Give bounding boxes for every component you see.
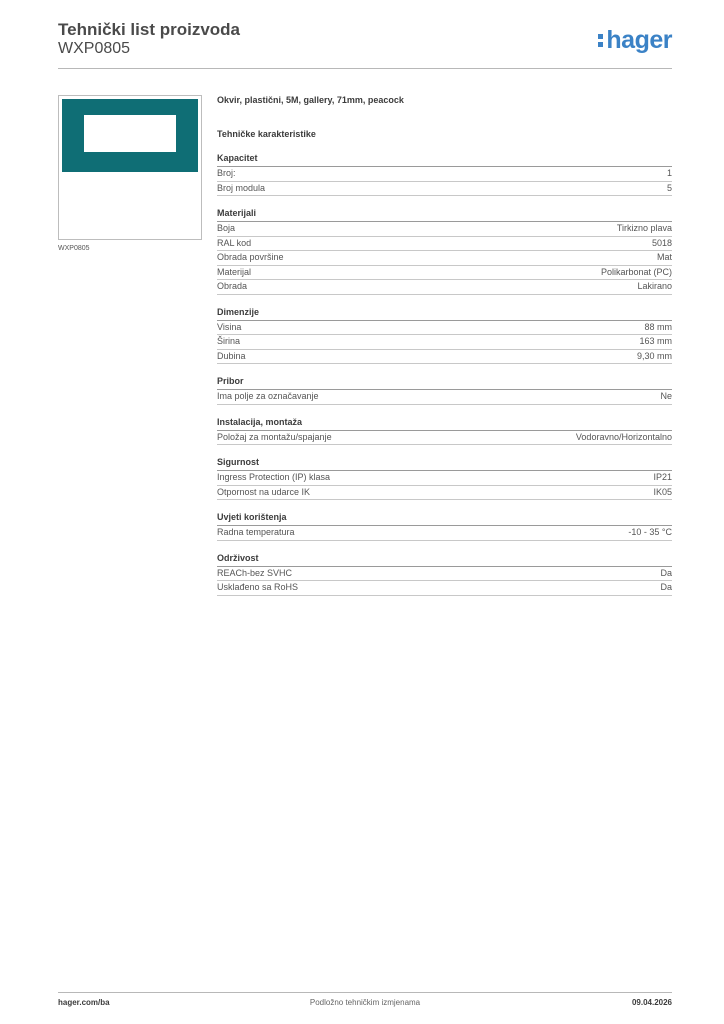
spec-value: Da [660, 582, 672, 592]
spec-label: RAL kod [217, 237, 252, 248]
spec-value: 5018 [651, 237, 672, 248]
spec-group [217, 417, 672, 446]
spec-row [217, 431, 672, 446]
spec-row [217, 237, 672, 252]
spec-label: Visina [217, 321, 242, 332]
spec-value: IP21 [653, 472, 672, 482]
spec-value: 5 [666, 182, 672, 193]
spec-row [217, 222, 672, 237]
spec-row [217, 280, 672, 295]
product-name: Okvir, plastični, 5M, gallery, 71mm, peacock [217, 95, 404, 105]
spec-group [217, 153, 672, 196]
spec-value: Da [660, 567, 672, 578]
spec-group-title: Dimenzije [217, 307, 672, 321]
spec-label: Materijal [217, 266, 252, 277]
section-title: Tehničke karakteristike [217, 129, 316, 139]
spec-content [217, 95, 672, 596]
spec-value: Polikarbonat (PC) [600, 266, 672, 277]
spec-row [217, 266, 672, 281]
spec-label: Usklađeno sa RoHS [217, 582, 299, 592]
spec-label: Broj modula [217, 182, 266, 193]
spec-group [217, 457, 672, 500]
spec-label: Broj: [217, 168, 236, 178]
frame-opening [84, 115, 176, 152]
spec-group [217, 307, 672, 365]
footer-website-link[interactable]: hager.com/ba [58, 998, 110, 1007]
spec-value: -10 - 35 °C [628, 527, 672, 537]
spec-group-title: Održivost [217, 553, 672, 567]
spec-value: Tirkizno plava [616, 223, 672, 233]
spec-group-title: Uvjeti korištenja [217, 512, 672, 526]
spec-label: Boja [217, 223, 236, 233]
spec-value: 1 [666, 168, 672, 178]
page-footer [58, 998, 672, 1012]
spec-row [217, 251, 672, 266]
spec-groups [217, 153, 672, 596]
spec-label: Širina [217, 336, 241, 346]
spec-row [217, 321, 672, 336]
spec-group-title: Sigurnost [217, 457, 672, 471]
spec-value: IK05 [653, 486, 672, 497]
spec-label: Ima polje za označavanje [217, 391, 319, 401]
spec-label: REACh-bez SVHC [217, 567, 293, 578]
spec-value: 9,30 mm [636, 350, 672, 361]
spec-value: Vodoravno/Horizontalno [575, 431, 672, 442]
spec-value: Ne [660, 391, 672, 401]
product-image [58, 95, 202, 240]
spec-value: Mat [656, 252, 672, 262]
footer-date: 09.04.2026 [631, 998, 672, 1007]
spec-row [217, 350, 672, 365]
spec-label: Obrada površine [217, 252, 284, 262]
spec-row [217, 567, 672, 582]
spec-label: Dubina [217, 350, 246, 361]
frame-illustration [62, 99, 198, 172]
spec-group-title: Instalacija, montaža [217, 417, 672, 431]
page-title: Tehnički list proizvoda [58, 20, 240, 39]
footer-note: Podložno tehničkim izmjenama [309, 998, 421, 1007]
footer-divider [58, 992, 672, 993]
product-image-caption: WXP0805 [58, 245, 90, 252]
spec-row [217, 486, 672, 501]
spec-group [217, 376, 672, 405]
spec-row [217, 167, 672, 182]
header-divider [58, 68, 672, 69]
spec-row [217, 182, 672, 197]
spec-label: Položaj za montažu/spajanje [217, 431, 332, 442]
product-code: WXP0805 [58, 40, 131, 57]
spec-row [217, 581, 672, 596]
spec-group-title: Materijali [217, 208, 672, 222]
spec-row [217, 390, 672, 405]
spec-label: Ingress Protection (IP) klasa [217, 472, 331, 482]
spec-group [217, 512, 672, 541]
hager-logo [598, 26, 672, 55]
spec-value: 88 mm [644, 321, 672, 332]
logo-colon-icon [598, 28, 603, 50]
spec-label: Obrada [217, 281, 248, 291]
spec-group-title: Pribor [217, 376, 672, 390]
spec-row [217, 471, 672, 486]
spec-label: Otpornost na udarce IK [217, 486, 311, 497]
spec-row [217, 335, 672, 350]
spec-value: 163 mm [639, 336, 672, 346]
spec-group-title: Kapacitet [217, 153, 672, 167]
spec-row [217, 526, 672, 541]
spec-value: Lakirano [637, 281, 672, 291]
spec-group [217, 553, 672, 596]
logo-text: hager [606, 26, 672, 54]
spec-label: Radna temperatura [217, 527, 295, 537]
spec-group [217, 208, 672, 295]
page-header [58, 20, 672, 68]
